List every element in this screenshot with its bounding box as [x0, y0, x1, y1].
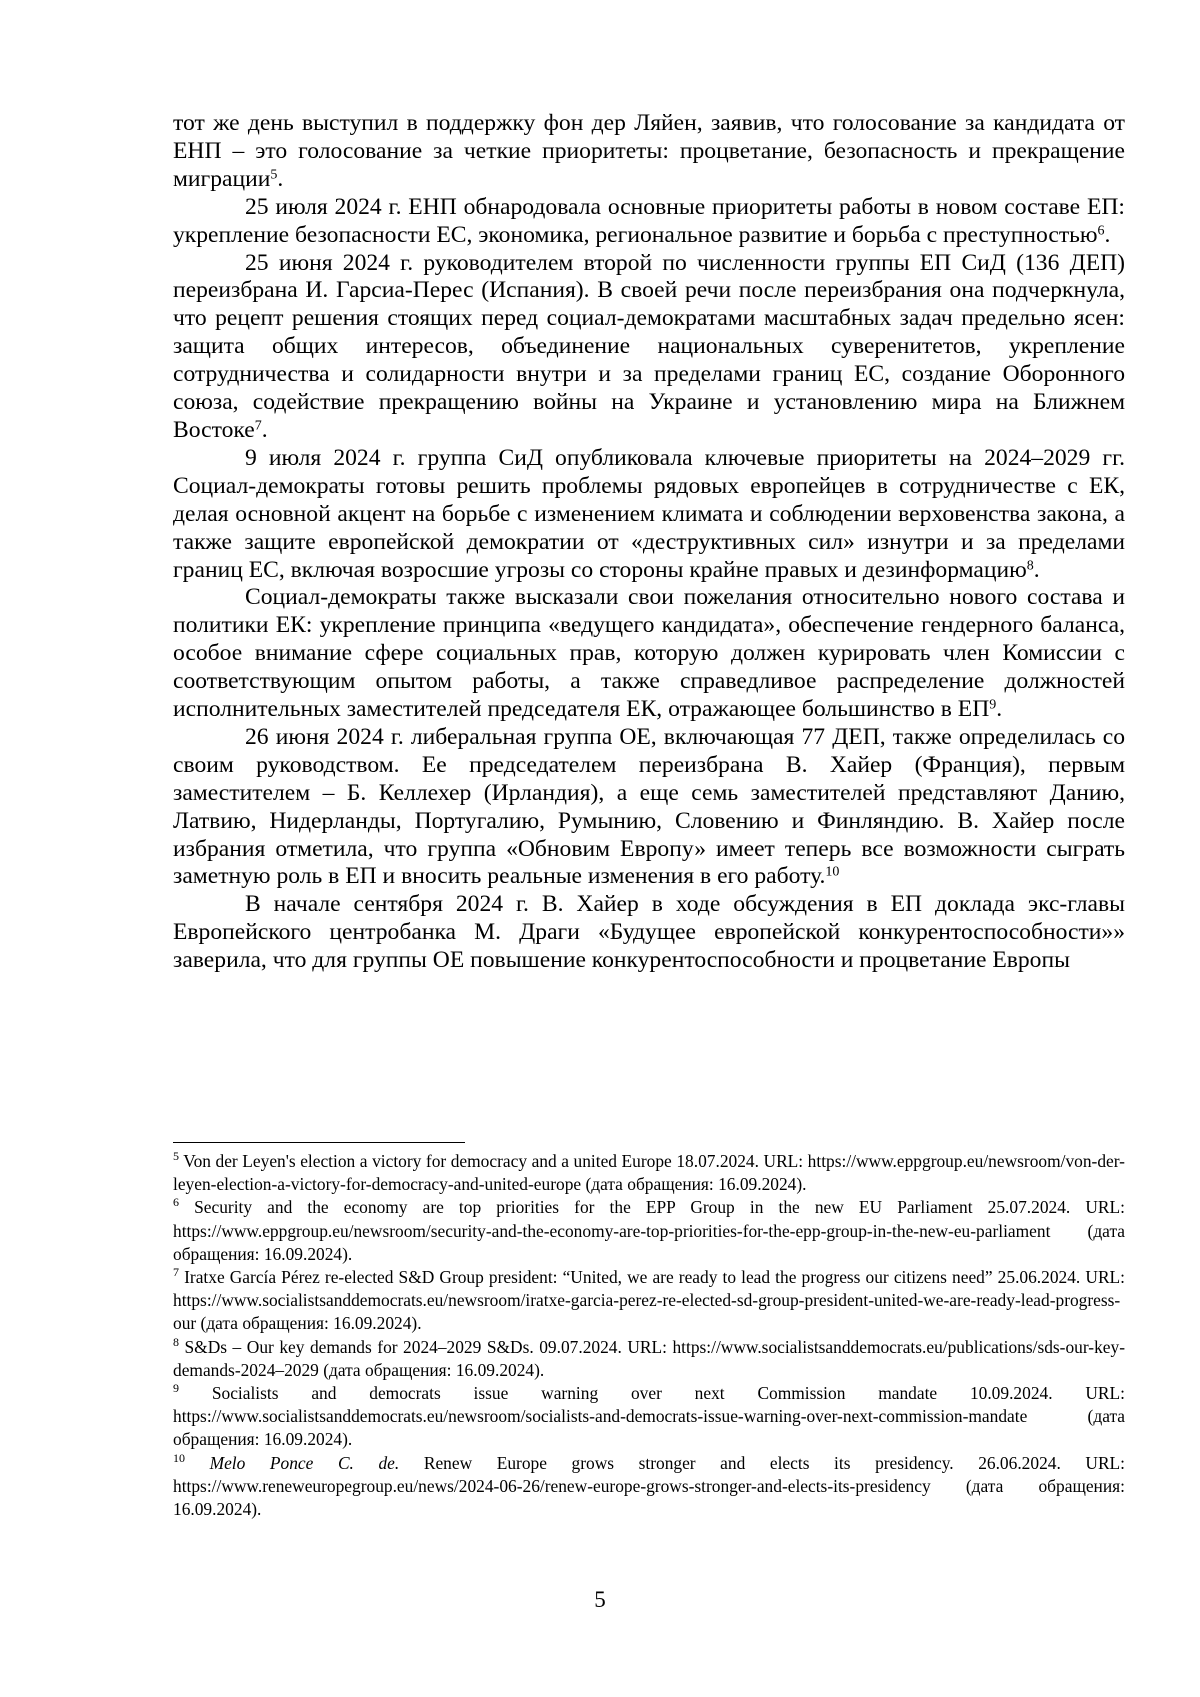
- footnote-ref-9[interactable]: 9: [989, 697, 997, 713]
- footnote-8: [173, 1336, 1125, 1382]
- footnote-text: Iratxe García Pérez re-elected S&D Group president: “United, we are ready to lead the progress our citizens need” 25.06.2024. URL: https://www.socialistsanddemocrats.eu/newsroom/iratxe-garcia-perez-re-elected-sd-group-president-united-we-are-ready-lead-progress-our (дата обращения: 16.09.2024).: [173, 1267, 1125, 1334]
- footnote-ref-6[interactable]: 6: [1097, 222, 1105, 238]
- paragraph-2: [173, 194, 1125, 250]
- footnote-number: 8: [173, 1334, 179, 1349]
- paragraph-7: [173, 891, 1125, 975]
- footnote-text: Renew Europe grows stronger and elects its presidency. 26.06.2024. URL: https://www.reneweuropegroup.eu/news/2024-06-26/renew-europe-grows-stronger-and-elects-its-presidency (дата обращения: 16.09.2024).: [173, 1452, 1125, 1520]
- paragraph-2-text: 25 июля 2024 г. ЕНП обнародовала основные приоритеты работы в новом составе ЕП: укрепление безопасности ЕС, экономика, региональное развитие и борьба с преступностью: [173, 193, 1125, 248]
- footnotes: [173, 1150, 1125, 1521]
- paragraph-3: [173, 250, 1125, 445]
- footnote-ref-8[interactable]: 8: [1026, 557, 1034, 573]
- footnote-number: 7: [173, 1264, 179, 1279]
- paragraph-4: [173, 445, 1125, 585]
- paragraph-2-tail: .: [1104, 221, 1111, 248]
- footnote-7: [173, 1266, 1125, 1336]
- footnote-author: Melo Ponce C. de.: [209, 1452, 400, 1473]
- paragraph-4-tail: .: [1033, 556, 1040, 583]
- paragraph-1: [173, 110, 1125, 194]
- footnote-number: 6: [173, 1195, 179, 1210]
- footnote-text: Von der Leyen's election a victory for democracy and a united Europe 18.07.2024. URL: https://www.eppgroup.eu/newsroom/von-der-leyen-election-a-victory-for-democracy-and-united-europe (дата обращения: 16.09.2024).: [173, 1151, 1125, 1195]
- paragraph-1-tail: .: [277, 165, 284, 192]
- footnote-ref-7[interactable]: 7: [254, 418, 262, 434]
- paragraph-6-text: 26 июня 2024 г. либеральная группа ОЕ, включающая 77 ДЕП, также определилась со своим руководством. Ее председателем переизбрана В. Хайер (Франция), первым заместителем – Б. Келлехер (Ирландия), а еще семь заместителей представляют Данию, Латвию, Нидерланды, Португалию, Румынию, Словению и Финляндию. В. Хайер после избрания отметила, что группа «Обновим Европу» имеет теперь все возможности сыграть заметную роль в ЕП и вносить реальные изменения в его работу.: [173, 723, 1125, 890]
- footnote-ref-5[interactable]: 5: [270, 167, 278, 183]
- paragraph-4-text: 9 июля 2024 г. группа СиД опубликовала ключевые приоритеты на 2024–2029 гг. Социал-демократы готовы решить проблемы рядовых европейцев в сотрудничестве с ЕК, делая основной акцент на борьбе с изменением климата и соблюдении верховенства закона, а также защите европейской демократии от «деструктивных сил» изнутри и за пределами границ ЕС, включая возросшие угрозы со стороны крайне правых и дезинформацию: [173, 444, 1125, 583]
- footnote-number: 5: [173, 1148, 179, 1163]
- paragraph-7-text: В начале сентября 2024 г. В. Хайер в ходе обсуждения в ЕП доклада экс-главы Европейского центробанка М. Драги «Будущее европейской конкурентоспособности»» заверила, что для группы ОЕ повышение конкурентоспособности и процветание Европы: [173, 891, 1125, 974]
- footnote-ref-10[interactable]: 10: [825, 864, 840, 880]
- footnote-separator: [173, 1142, 465, 1143]
- footnote-number: 10: [173, 1450, 185, 1465]
- main-text: [173, 110, 1125, 975]
- paragraph-5: [173, 584, 1125, 724]
- footnote-9: [173, 1382, 1125, 1452]
- footnote-number: 9: [173, 1380, 179, 1395]
- paragraph-5-tail: .: [996, 696, 1003, 723]
- paragraph-5-text: Социал-демократы также высказали свои пожелания относительно нового состава и политики ЕК: укрепление принципа «ведущего кандидата», обеспечение гендерного баланса, особое внимание сфере социальных прав, которую должен курировать член Комиссии с соответствующим опытом работы, а также справедливое распределение должностей исполнительных заместителей председателя ЕК, отражающее большинство в ЕП: [173, 584, 1125, 723]
- paragraph-1-text: тот же день выступил в поддержку фон дер Ляйен, заявив, что голосование за кандидата от ЕНП – это голосование за четкие приоритеты: процветание, безопасность и прекращение миграции: [173, 110, 1125, 192]
- page-number: 5: [594, 1587, 606, 1612]
- footnote-10: [173, 1452, 1125, 1522]
- footnote-text: Security and the economy are top priorities for the EPP Group in the new EU Parliament 25.07.2024. URL: https://www.eppgroup.eu/newsroom/security-and-the-economy-are-top-priorities-for-the-epp-group-in-the-new-eu-parliament (дата обращения: 16.09.2024).: [173, 1197, 1125, 1264]
- paragraph-3-text: 25 июня 2024 г. руководителем второй по численности группы ЕП СиД (136 ДЕП) переизбрана И. Гарсиа-Перес (Испания). В своей речи после переизбрания она подчеркнула, что рецепт решения стоящих перед социал-демократами масштабных задач предельно ясен: защита общих интересов, объединение национальных суверенитетов, укрепление сотрудничества и солидарности внутри и за пределами границ ЕС, создание Оборонного союза, содействие прекращению войны на Украине и установлению мира на Ближнем Востоке: [173, 249, 1125, 443]
- paragraph-3-tail: .: [261, 416, 268, 443]
- footnote-6: [173, 1196, 1125, 1266]
- footnote-text: S&Ds – Our key demands for 2024–2029 S&Ds. 09.07.2024. URL: https://www.socialistsanddemocrats.eu/publications/sds-our-key-demands-2024–2029 (дата обращения: 16.09.2024).: [173, 1336, 1125, 1380]
- paragraph-6: [173, 724, 1125, 891]
- footnote-5: [173, 1150, 1125, 1196]
- footnote-text: Socialists and democrats issue warning over next Commission mandate 10.09.2024. URL: https://www.socialistsanddemocrats.eu/newsroom/socialists-and-democrats-issue-warning-over-next-commission-mandate (дата обращения: 16.09.2024).: [173, 1383, 1125, 1450]
